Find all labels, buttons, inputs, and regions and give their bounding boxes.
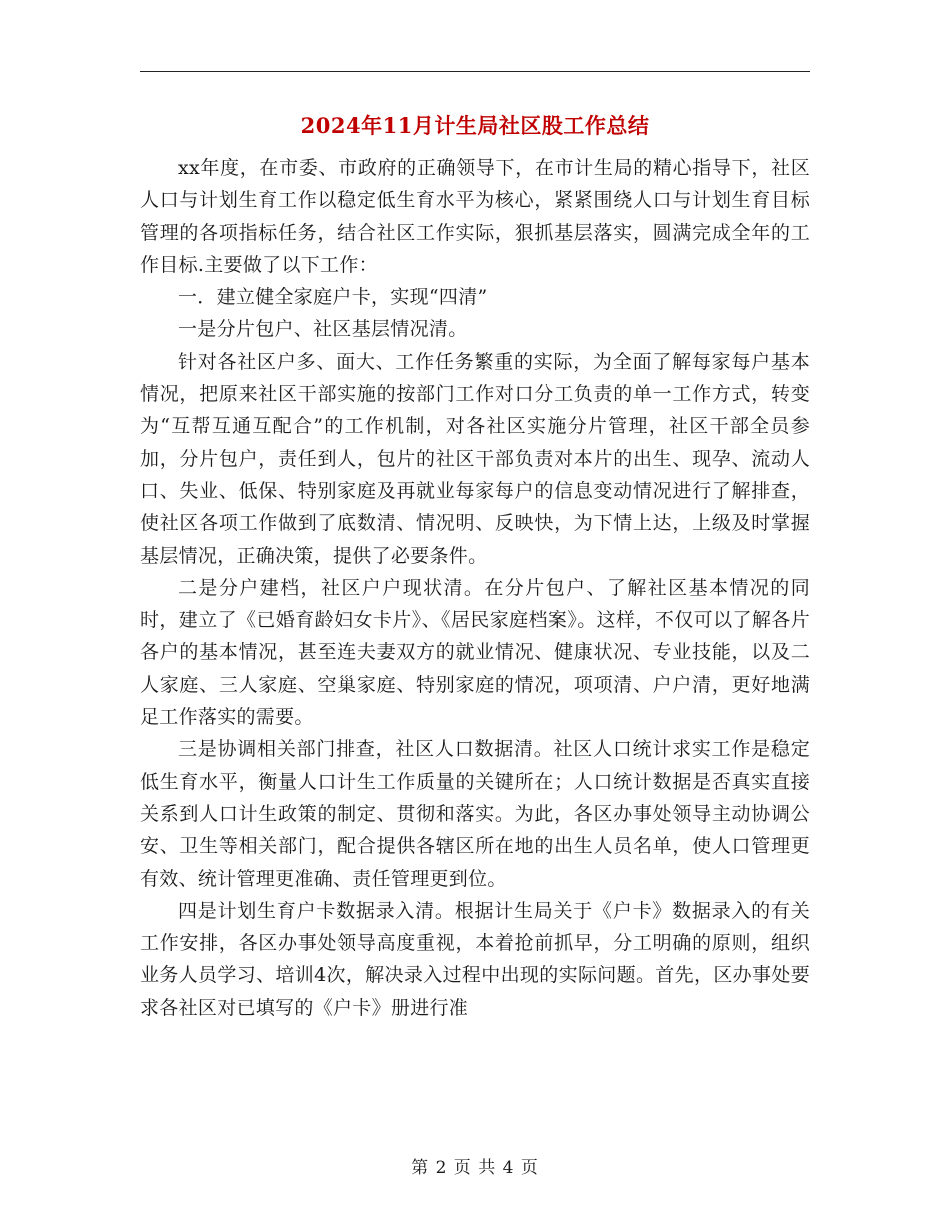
paragraph-3: 三是协调相关部门排查，社区人口数据清。社区人口统计求实工作是稳定低生育水平，衡量人口计生工作质量的关键所在；人口统计数据是否真实直接关系到人口计生政策的制定、贯彻和落实。为此，各区办事处领导主动协调公安、卫生等相关部门，配合提供各辖区所在地的出生人员名单，使人口管理更有效、统计管理更准确、责任管理更到位。 — [140, 738, 810, 890]
section-heading-1: 一．建立健全家庭户卡，实现“四清” — [178, 286, 488, 309]
document-title: 2024年11月计生局社区股工作总结 — [300, 113, 650, 138]
paragraph-1: 针对各社区户多、面大、工作任务繁重的实际，为全面了解每家每户基本情况，把原来社区干部实施的按部门工作对口分工负责的单一工作方式，转变为“互帮互通互配合”的工作机制，对各社区实施分片管理，社区干部全员参加，分片包户，责任到人，包片的社区干部负责对本片的出生、现孕、流动人口、失业、低保、特别家庭及再就业每家每户的信息变动情况进行了解排查，使社区各项工作做到了底数清、情况明、反映快，为下情上达，上级及时掌握基层情况，正确决策，提供了必要条件。 — [140, 350, 810, 567]
page-number: 第 2 页 共 4 页 — [411, 1158, 539, 1178]
paragraph-4: 四是计划生育户卡数据录入清。根据计生局关于《户卡》数据录入的有关工作安排，各区办事处领导高度重视，本着抢前抓早，分工明确的原则，组织业务人员学习、培训4次，解决录入过程中出现的实际问题。首先，区办事处要求各社区对已填写的《户卡》册进行准 — [140, 899, 810, 1019]
document-body — [140, 152, 810, 1024]
paragraph-intro: xx年度，在市委、市政府的正确领导下，在市计生局的精心指导下，社区人口与计划生育工作以稳定低生育水平为核心，紧紧围绕人口与计划生育目标管理的各项指标任务，结合社区工作实际，狠抓基层落实，圆满完成全年的工作目标.主要做了以下工作： — [140, 157, 810, 276]
header-rule — [140, 71, 810, 72]
subheading-1: 一是分片包户、社区基层情况清。 — [178, 318, 468, 341]
paragraph-2: 二是分户建档，社区户户现状清。在分片包户、了解社区基本情况的同时，建立了《已婚育龄妇女卡片》、《居民家庭档案》。这样，不仅可以了解各片各户的基本情况，甚至连夫妻双方的就业情况、健康状况、专业技能，以及二人家庭、三人家庭、空巢家庭、特别家庭的情况，项项清、户户清，更好地满足工作落实的需要。 — [140, 576, 810, 729]
